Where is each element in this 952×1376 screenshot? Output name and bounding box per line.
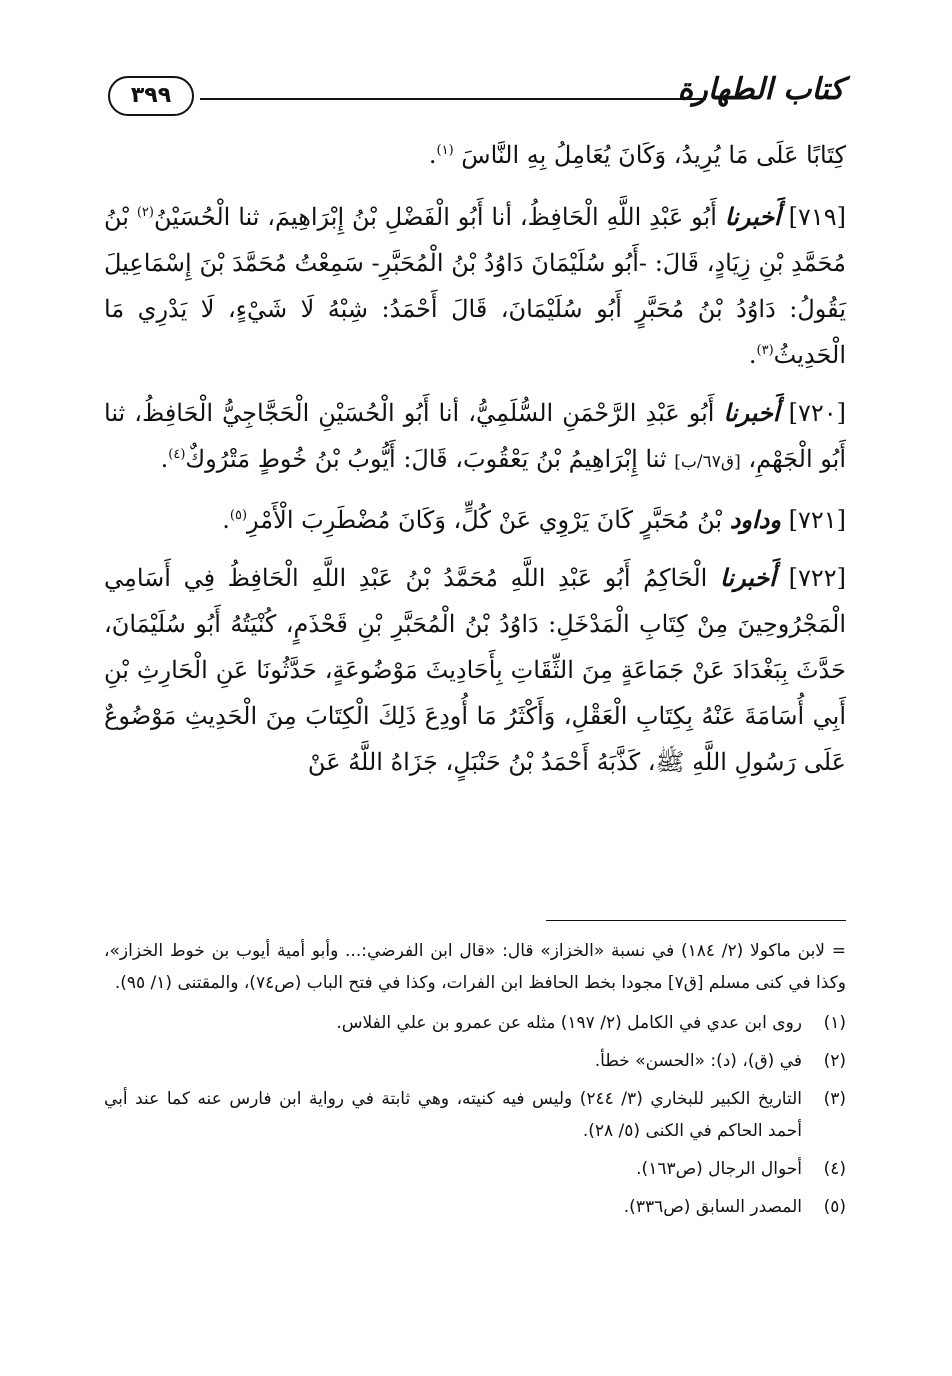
paragraph-text: كِتَابًا عَلَى مَا يُرِيدُ، وَكَانَ يُعَامِلُ بِهِ النَّاسَ [461, 141, 846, 169]
footnote-ref: (١) [436, 143, 454, 158]
footnote-item [104, 1045, 846, 1077]
paragraph-continuation [104, 132, 846, 178]
footnote-ref: (٤) [168, 447, 186, 462]
page-number-badge: ٣٩٩ [108, 76, 194, 116]
paragraph-text: بْنُ مُحَبَّرٍ كَانَ يَرْوِي عَنْ كُلٍّ، وَكَانَ مُضْطَرِبَ الْأَمْرِ [247, 506, 723, 534]
footnote-separator [546, 920, 846, 921]
paragraph-text: بْنُ مُحَمَّدِ بْنِ زِيَادٍ، قَالَ: -أَبُو سُلَيْمَانَ دَاوُدُ بْنُ الْمُحَبَّرِ- سَمِعْتُ مُحَمَّدَ بْنَ إِسْمَاعِيلَ يَقُولُ: دَاوُدُ بْنُ مُحَبَّرٍ أَبُو سُلَيْمَانَ، قَالَ أَحْمَدُ: شِبْهُ لَا شَيْءٍ، لَا يَدْرِي مَا الْحَدِيثُ [104, 203, 846, 369]
paragraph-text: الْحَاكِمُ أَبُو عَبْدِ اللَّهِ مُحَمَّدُ بْنُ عَبْدِ اللَّهِ الْحَافِظُ فِي أَسَامِي الْمَجْرُوحِينَ مِنْ كِتَابِ الْمَدْخَلِ: دَاوُدُ بْنُ الْمُحَبَّرِ بْنِ قَحْذَمٍ، كُنْيَتُهُ أَبُو سُلَيْمَانَ، حَدَّثَ بِبَغْدَادَ عَنْ جَمَاعَةٍ مِنَ الثِّقَاتِ بِأَحَادِيثَ مَوْضُوعَةٍ، حَدَّثُونَا عَنِ الْحَارِثِ بْنِ أَبِي أُسَامَةَ عَنْهُ بِكِتَابِ الْعَقْلِ، وَأَكْثَرُ مَا أُودِعَ ذَلِكَ الْكِتَابَ مِنَ الْحَدِيثِ مَوْضُوعٌ عَلَى رَسُولِ اللَّهِ ﷺ، كَذَّبَهُ أَحْمَدُ بْنُ حَنْبَلٍ، جَزَاهُ اللَّهُ عَنْ [104, 564, 846, 776]
chapter-title: كتاب الطهارة [677, 72, 844, 107]
hadith-lead-word: وداود [729, 505, 781, 534]
footnote-label: (٤) [823, 1159, 846, 1179]
footnote-item [104, 1007, 846, 1039]
header-rule [200, 98, 706, 100]
paragraph-end: . [222, 506, 230, 534]
footnote-item [104, 1191, 846, 1223]
footnote-label: (٥) [823, 1197, 846, 1217]
paragraph-text: أَبُو عَبْدِ الرَّحْمَنِ السُّلَمِيُّ، أنا أَبُو الْحُسَيْنِ الْحَجَّاجِيُّ الْحَافِظُ، ثنا أَبُو الْجَهْمِ، [104, 399, 846, 473]
paragraph-end: . [160, 445, 169, 473]
footnote-label: (١) [823, 1013, 846, 1033]
footnote-ref: (٥) [229, 508, 248, 523]
running-header [108, 70, 844, 130]
footnote-text: في (ق)، (د): «الحسن» خطأ. [594, 1051, 802, 1071]
footnote-text: أحوال الرجال (ص١٦٣). [636, 1159, 802, 1179]
paragraph-719 [104, 194, 846, 378]
hadith-lead-word: أَخبرنا [724, 202, 781, 231]
manuscript-folio-ref: [ق٦٧/ب] [674, 452, 741, 472]
hadith-lead-word: أَخبرنا [719, 563, 776, 592]
footnote-text: التاريخ الكبير للبخاري (٣/ ٢٤٤) وليس فيه كنيته، وهي ثابتة في رواية ابن فارس عنه كما عند أبي أحمد الحاكم في الكنى (٥/ ٢٨). [104, 1089, 803, 1141]
paragraph-721 [104, 497, 846, 543]
main-text [104, 132, 846, 797]
footnote-item [104, 1083, 846, 1147]
footnote-ref: (٢) [136, 205, 154, 220]
footnote-text: المصدر السابق (ص٣٣٦). [623, 1197, 802, 1217]
footnote-ref: (٣) [756, 343, 774, 358]
paragraph-end: . [428, 141, 437, 169]
hadith-lead-word: أَخبرنا [723, 398, 780, 427]
footnote-label: (٣) [823, 1089, 846, 1109]
paragraph-text: ثنا إِبْرَاهِيمُ بْنُ يَعْقُوبَ، قَالَ: أَيُّوبُ بْنُ خُوطٍ مَتْرُوكٌ [185, 445, 667, 473]
hadith-number: [٧٢١] [788, 506, 846, 534]
paragraph-text: أَبُو عَبْدِ اللَّهِ الْحَافِظُ، أنا أَبُو الْفَضْلِ بْنُ إِبْرَاهِيمَ، ثنا الْحُسَيْنُ [153, 203, 717, 231]
footnote-continuation: = لابن ماكولا (٢/ ١٨٤) في نسبة «الخزاز» قال: «قال ابن الفرضي:... وأبو أمية أيوب بن خوط الخزاز»، وكذا في كنى مسلم [ق٧] مجودا بخط الحافظ ابن الفرات، وكذا في فتح الباب (ص٧٤)، والمقتنى (١/ ٩٥). [104, 941, 846, 993]
footnote-label: (٢) [823, 1051, 846, 1071]
footnote-text: روى ابن عدي في الكامل (٢/ ١٩٧) مثله عن عمرو بن علي الفلاس. [336, 1013, 802, 1033]
paragraph-720 [104, 390, 846, 485]
hadith-number: [٧٢٢] [788, 564, 846, 592]
paragraph-end: . [748, 341, 757, 369]
hadith-number: [٧١٩] [788, 203, 846, 231]
footnotes [104, 935, 846, 1229]
footnote-item [104, 1153, 846, 1185]
paragraph-722 [104, 555, 846, 785]
hadith-number: [٧٢٠] [788, 399, 846, 427]
